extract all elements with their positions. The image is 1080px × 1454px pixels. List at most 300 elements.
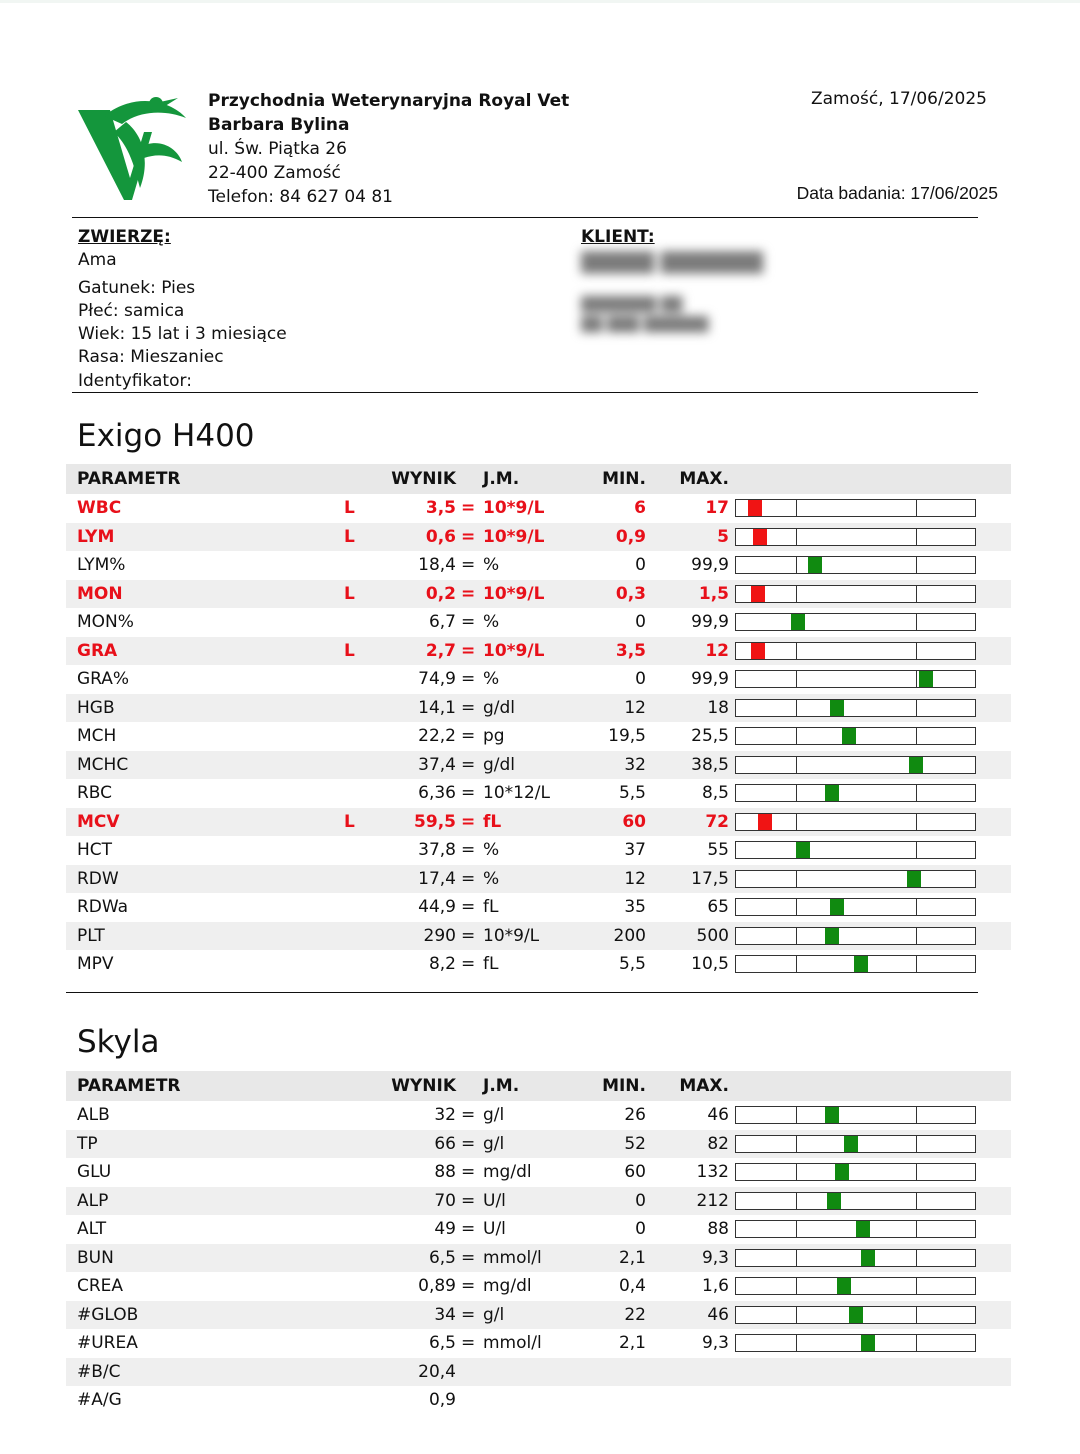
param-value: 22,2 — [418, 726, 456, 747]
results-table-exigo — [66, 464, 1011, 979]
range-bar-divider — [916, 557, 917, 573]
param-value: 0,2 — [425, 583, 456, 604]
table-row — [66, 1187, 1011, 1216]
range-bar — [735, 1277, 976, 1295]
divider-top — [72, 217, 978, 218]
range-marker — [919, 671, 933, 687]
table-row — [66, 694, 1011, 723]
table-row — [66, 1272, 1011, 1301]
range-marker — [751, 643, 765, 659]
range-bar-divider — [796, 785, 797, 801]
range-bar-divider — [796, 1221, 797, 1237]
param-max: 82 — [707, 1133, 729, 1154]
param-unit: 10*9/L — [483, 925, 540, 946]
param-value: 37,8 — [418, 840, 456, 861]
animal-age: Wiek: 15 lat i 3 miesiące — [78, 324, 287, 345]
param-name: MCHC — [77, 754, 129, 775]
param-unit: 10*9/L — [483, 526, 545, 547]
exam-date: Data badania: 17/06/2025 — [796, 183, 998, 203]
param-unit: % — [483, 868, 500, 889]
range-marker — [825, 1107, 839, 1123]
clinic-owner: Barbara Bylina — [208, 115, 350, 135]
param-max: 18 — [707, 697, 729, 718]
param-value: 44,9 — [418, 897, 456, 918]
range-bar — [735, 1106, 976, 1124]
range-bar-divider — [916, 614, 917, 630]
range-marker — [758, 814, 772, 830]
param-value: 0,6 — [425, 526, 456, 547]
param-min: 2,1 — [618, 1333, 646, 1354]
param-eq: = — [461, 1247, 476, 1268]
param-eq: = — [461, 612, 476, 633]
range-bar-divider — [796, 814, 797, 830]
param-value: 20,4 — [418, 1361, 456, 1382]
param-max: 500 — [696, 925, 729, 946]
param-eq: = — [461, 669, 476, 690]
param-unit: g/dl — [483, 697, 516, 718]
range-bar — [735, 898, 976, 916]
table-row — [66, 551, 1011, 580]
param-value: 6,7 — [428, 612, 456, 633]
param-max: 10,5 — [691, 954, 729, 975]
param-name: HCT — [77, 840, 113, 861]
range-bar-divider — [916, 814, 917, 830]
range-bar-divider — [796, 1250, 797, 1266]
param-eq: = — [461, 1190, 476, 1211]
param-name: LYM% — [77, 555, 126, 576]
param-value: 0,9 — [428, 1390, 456, 1411]
param-name: #GLOB — [77, 1304, 139, 1325]
param-eq: = — [461, 868, 476, 889]
param-value: 59,5 — [414, 811, 456, 832]
param-name: BUN — [77, 1247, 114, 1268]
range-marker — [808, 557, 822, 573]
param-eq: = — [461, 526, 476, 547]
header-unit: J.M. — [483, 469, 520, 489]
header-max: MAX. — [679, 469, 729, 489]
param-eq: = — [461, 1276, 476, 1297]
range-bar-divider — [796, 643, 797, 659]
param-name: MON% — [77, 612, 134, 633]
table-row — [66, 1358, 1011, 1387]
range-bar-divider — [796, 586, 797, 602]
client-heading: KLIENT: — [581, 227, 655, 247]
range-marker — [909, 757, 923, 773]
range-bar-divider — [796, 671, 797, 687]
animal-sex: Płeć: samica — [78, 300, 185, 321]
param-max: 99,9 — [691, 555, 729, 576]
param-max: 88 — [707, 1219, 729, 1240]
range-bar — [735, 670, 976, 688]
range-bar-divider — [796, 1164, 797, 1180]
range-marker — [861, 1335, 875, 1351]
range-bar-divider — [916, 529, 917, 545]
param-value: 17,4 — [418, 868, 456, 889]
param-value: 49 — [434, 1219, 456, 1240]
range-marker — [856, 1221, 870, 1237]
param-unit: fL — [483, 954, 499, 975]
param-name: #B/C — [77, 1361, 121, 1382]
param-min: 0 — [635, 612, 646, 633]
param-flag: L — [344, 498, 355, 519]
range-marker — [842, 728, 856, 744]
param-flag: L — [344, 583, 355, 604]
param-min: 200 — [613, 925, 646, 946]
range-bar-divider — [796, 529, 797, 545]
header-param: PARAMETR — [77, 469, 181, 489]
animal-id: Identyfikator: — [78, 370, 192, 391]
range-marker — [825, 785, 839, 801]
range-bar — [735, 1163, 976, 1181]
header-min: MIN. — [602, 469, 646, 489]
table-row — [66, 893, 1011, 922]
param-unit: 10*9/L — [483, 583, 545, 604]
range-bar-divider — [916, 1136, 917, 1152]
range-bar — [735, 1334, 976, 1352]
param-unit: g/l — [483, 1304, 505, 1325]
header-unit: J.M. — [483, 1076, 520, 1096]
range-bar-divider — [796, 1278, 797, 1294]
client-info — [581, 226, 763, 335]
param-min: 0 — [635, 555, 646, 576]
param-eq: = — [461, 498, 476, 519]
table-row — [66, 523, 1011, 552]
param-unit: % — [483, 669, 500, 690]
table-row — [66, 1130, 1011, 1159]
param-eq: = — [461, 1162, 476, 1183]
param-name: #UREA — [77, 1333, 138, 1354]
table-header — [66, 464, 1011, 494]
param-name: MON — [77, 583, 123, 604]
range-marker — [849, 1307, 863, 1323]
range-bar-divider — [916, 956, 917, 972]
range-bar-divider — [796, 557, 797, 573]
table-row — [66, 950, 1011, 979]
param-unit: % — [483, 840, 500, 861]
table-row — [66, 1301, 1011, 1330]
range-bar-divider — [916, 842, 917, 858]
range-bar — [735, 1220, 976, 1238]
range-bar-divider — [916, 928, 917, 944]
param-flag: L — [344, 526, 355, 547]
table-row — [66, 751, 1011, 780]
param-min: 22 — [624, 1304, 646, 1325]
range-bar — [735, 613, 976, 631]
param-min: 37 — [624, 840, 646, 861]
param-name: MCV — [77, 811, 120, 832]
param-max: 65 — [707, 897, 729, 918]
param-min: 52 — [624, 1133, 646, 1154]
range-bar — [735, 1135, 976, 1153]
header-param: PARAMETR — [77, 1076, 181, 1096]
param-min: 5,5 — [618, 783, 646, 804]
param-eq: = — [461, 555, 476, 576]
param-unit: mg/dl — [483, 1162, 532, 1183]
param-max: 12 — [705, 640, 729, 661]
table-row — [66, 808, 1011, 837]
param-eq: = — [461, 925, 476, 946]
header-max: MAX. — [679, 1076, 729, 1096]
param-max: 17 — [705, 498, 729, 519]
param-max: 1,6 — [701, 1276, 729, 1297]
clinic-phone: Telefon: 84 627 04 81 — [208, 187, 393, 207]
param-min: 5,5 — [618, 954, 646, 975]
range-bar-divider — [916, 1164, 917, 1180]
table-row — [66, 865, 1011, 894]
param-name: CREA — [77, 1276, 124, 1297]
range-bar-divider — [796, 1335, 797, 1351]
param-unit: fL — [483, 897, 499, 918]
range-bar — [735, 870, 976, 888]
param-min: 12 — [624, 697, 646, 718]
param-value: 37,4 — [418, 754, 456, 775]
range-bar-divider — [916, 785, 917, 801]
param-unit: g/l — [483, 1105, 505, 1126]
param-min: 12 — [624, 868, 646, 889]
table-row — [66, 608, 1011, 637]
param-min: 60 — [622, 811, 646, 832]
param-min: 32 — [624, 754, 646, 775]
range-bar-divider — [916, 1107, 917, 1123]
param-max: 99,9 — [691, 612, 729, 633]
range-bar-divider — [916, 643, 917, 659]
range-bar-divider — [796, 1193, 797, 1209]
range-marker — [753, 529, 767, 545]
range-bar — [735, 585, 976, 603]
table-row — [66, 1158, 1011, 1187]
table-row — [66, 665, 1011, 694]
param-eq: = — [461, 954, 476, 975]
param-unit: % — [483, 555, 500, 576]
range-marker — [830, 899, 844, 915]
param-max: 46 — [707, 1105, 729, 1126]
range-bar — [735, 499, 976, 517]
range-bar-divider — [796, 500, 797, 516]
range-bar-divider — [796, 1107, 797, 1123]
param-max: 72 — [705, 811, 729, 832]
param-unit: 10*12/L — [483, 783, 550, 804]
param-min: 0 — [635, 1190, 646, 1211]
range-marker — [854, 956, 868, 972]
range-bar — [735, 927, 976, 945]
range-bar-divider — [796, 871, 797, 887]
table-row — [66, 836, 1011, 865]
param-value: 66 — [434, 1133, 456, 1154]
table-row — [66, 1244, 1011, 1273]
section-title-skyla: Skyla — [77, 1024, 160, 1060]
param-min: 2,1 — [618, 1247, 646, 1268]
table-row — [66, 922, 1011, 951]
param-max: 1,5 — [698, 583, 729, 604]
param-min: 35 — [624, 897, 646, 918]
table-row — [66, 1386, 1011, 1415]
param-unit: 10*9/L — [483, 498, 545, 519]
param-max: 132 — [696, 1162, 729, 1183]
param-name: MPV — [77, 954, 114, 975]
param-unit: g/l — [483, 1133, 505, 1154]
clinic-postal: 22-400 Zamość — [208, 163, 341, 183]
param-name: GRA — [77, 640, 118, 661]
range-bar — [735, 727, 976, 745]
table-row — [66, 1215, 1011, 1244]
param-min: 3,5 — [615, 640, 646, 661]
range-bar-divider — [916, 1250, 917, 1266]
range-marker — [751, 586, 765, 602]
table-row — [66, 1329, 1011, 1358]
range-marker — [791, 614, 805, 630]
results-table-skyla — [66, 1071, 1011, 1415]
range-bar-divider — [796, 899, 797, 915]
animal-breed: Rasa: Mieszaniec — [78, 347, 224, 368]
param-min: 0 — [635, 1219, 646, 1240]
animal-name: Ama — [78, 250, 117, 271]
param-name: TP — [77, 1133, 98, 1154]
param-name: HGB — [77, 697, 115, 718]
param-eq: = — [461, 754, 476, 775]
clinic-street: ul. Św. Piątka 26 — [208, 139, 347, 159]
param-name: RDWa — [77, 897, 129, 918]
param-name: ALT — [77, 1219, 107, 1240]
param-value: 74,9 — [418, 669, 456, 690]
range-bar-divider — [796, 1307, 797, 1323]
param-unit: mg/dl — [483, 1276, 532, 1297]
range-marker — [907, 871, 921, 887]
param-min: 60 — [624, 1162, 646, 1183]
param-value: 6,5 — [428, 1247, 456, 1268]
param-name: MCH — [77, 726, 117, 747]
clinic-logo — [74, 92, 190, 204]
param-eq: = — [461, 1304, 476, 1325]
param-name: ALP — [77, 1190, 109, 1211]
range-bar-divider — [916, 899, 917, 915]
param-eq: = — [461, 1105, 476, 1126]
param-eq: = — [461, 697, 476, 718]
clinic-name: Przychodnia Weterynaryjna Royal Vet — [208, 91, 570, 111]
animal-heading: ZWIERZĘ: — [78, 227, 171, 247]
range-marker — [861, 1250, 875, 1266]
param-eq: = — [461, 840, 476, 861]
range-marker — [825, 928, 839, 944]
range-marker — [837, 1278, 851, 1294]
param-max: 99,9 — [691, 669, 729, 690]
param-name: #A/G — [77, 1390, 122, 1411]
param-value: 32 — [434, 1105, 456, 1126]
param-name: WBC — [77, 498, 122, 519]
param-max: 212 — [696, 1190, 729, 1211]
param-name: LYM — [77, 526, 115, 547]
range-marker — [830, 700, 844, 716]
param-value: 88 — [434, 1162, 456, 1183]
param-eq: = — [461, 783, 476, 804]
param-flag: L — [344, 640, 355, 661]
param-name: GLU — [77, 1162, 112, 1183]
param-min: 26 — [624, 1105, 646, 1126]
range-bar — [735, 642, 976, 660]
clinic-info — [208, 89, 569, 209]
range-marker — [844, 1136, 858, 1152]
range-marker — [748, 500, 762, 516]
range-bar-divider — [796, 757, 797, 773]
range-marker — [827, 1193, 841, 1209]
param-max: 9,3 — [701, 1333, 729, 1354]
range-bar-divider — [916, 1278, 917, 1294]
client-name-redacted: █████ ███████ — [581, 252, 763, 274]
range-bar-divider — [916, 728, 917, 744]
range-bar — [735, 955, 976, 973]
param-unit: pg — [483, 726, 505, 747]
param-min: 0 — [635, 669, 646, 690]
param-value: 6,36 — [418, 783, 456, 804]
section-title-exigo: Exigo H400 — [77, 418, 255, 454]
param-max: 25,5 — [691, 726, 729, 747]
param-value: 70 — [434, 1190, 456, 1211]
param-value: 0,89 — [418, 1276, 456, 1297]
range-bar — [735, 699, 976, 717]
animal-info — [78, 226, 287, 393]
param-max: 17,5 — [691, 868, 729, 889]
param-min: 6 — [634, 498, 646, 519]
range-bar — [735, 528, 976, 546]
header-min: MIN. — [602, 1076, 646, 1096]
range-bar — [735, 756, 976, 774]
range-bar — [735, 813, 976, 831]
table-row — [66, 779, 1011, 808]
param-unit: fL — [483, 811, 502, 832]
param-value: 2,7 — [425, 640, 456, 661]
divider-bottom — [66, 992, 978, 993]
range-bar-divider — [916, 500, 917, 516]
param-value: 3,5 — [425, 498, 456, 519]
range-bar — [735, 1249, 976, 1267]
param-unit: g/dl — [483, 754, 516, 775]
param-value: 6,5 — [428, 1333, 456, 1354]
range-bar-divider — [796, 700, 797, 716]
param-max: 9,3 — [701, 1247, 729, 1268]
param-value: 14,1 — [418, 697, 456, 718]
param-min: 19,5 — [608, 726, 646, 747]
param-unit: mmol/l — [483, 1247, 542, 1268]
param-flag: L — [344, 811, 355, 832]
param-value: 18,4 — [418, 555, 456, 576]
range-bar-divider — [796, 928, 797, 944]
table-row — [66, 580, 1011, 609]
range-bar — [735, 1306, 976, 1324]
param-max: 8,5 — [701, 783, 729, 804]
param-value: 8,2 — [428, 954, 456, 975]
param-eq: = — [461, 726, 476, 747]
param-eq: = — [461, 1333, 476, 1354]
range-bar-divider — [916, 1307, 917, 1323]
range-bar-divider — [796, 1136, 797, 1152]
param-unit: % — [483, 612, 500, 633]
range-bar-divider — [796, 728, 797, 744]
range-bar — [735, 1192, 976, 1210]
range-bar — [735, 841, 976, 859]
param-unit: U/l — [483, 1190, 506, 1211]
param-min: 0,9 — [615, 526, 646, 547]
table-row — [66, 1101, 1011, 1130]
param-min: 0,4 — [618, 1276, 646, 1297]
range-bar-divider — [916, 586, 917, 602]
param-unit: mmol/l — [483, 1333, 542, 1354]
param-eq: = — [461, 897, 476, 918]
table-row — [66, 722, 1011, 751]
range-bar-divider — [796, 956, 797, 972]
param-name: ALB — [77, 1105, 110, 1126]
param-eq: = — [461, 811, 476, 832]
table-header — [66, 1071, 1011, 1101]
range-bar — [735, 784, 976, 802]
